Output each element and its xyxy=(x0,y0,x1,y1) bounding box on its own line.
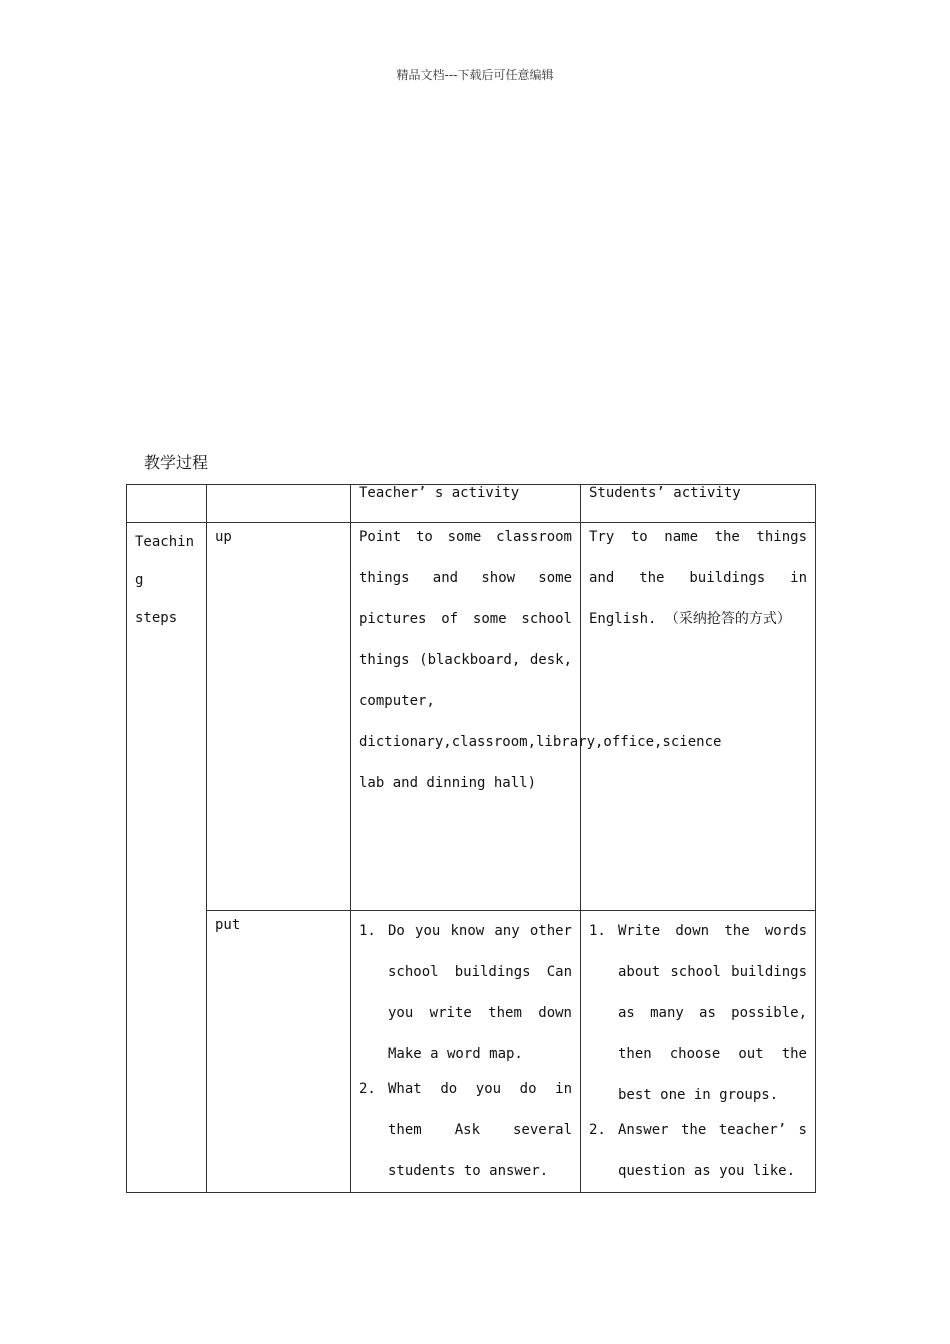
list-number: 2. xyxy=(359,1081,376,1097)
list-item xyxy=(359,1069,572,1192)
students-activity-cell xyxy=(581,523,816,911)
list-item xyxy=(589,911,807,1116)
stage-label: up xyxy=(215,529,232,545)
teacher-activity-text: Point to some classroom things and show some pictures of some school things (blackboard, desk, computer, dictionary,classroom,library,office,science lab and dinning hall) xyxy=(359,529,722,791)
side-label-line: g xyxy=(135,572,144,588)
list-item xyxy=(589,1110,807,1192)
header-cell-empty-1 xyxy=(127,485,207,523)
side-label-line: Teachin xyxy=(135,534,195,550)
students-steps-list xyxy=(589,911,807,1192)
list-text: Do you know any other school buildings Can you write them down Make a word map. xyxy=(388,923,572,1062)
list-item xyxy=(359,911,572,1075)
side-label-line: steps xyxy=(135,610,178,626)
stage-label: put xyxy=(215,917,241,933)
stage-cell xyxy=(207,911,351,1193)
teaching-steps-label xyxy=(127,523,207,1193)
stage-cell xyxy=(207,523,351,911)
table-row xyxy=(127,523,816,911)
teaching-steps-table xyxy=(126,484,816,1193)
list-text: What do you do in them Ask several students to answer. xyxy=(388,1081,572,1179)
page-header: 精品文档---下载后可任意编辑 xyxy=(396,68,554,82)
header-students-activity: Students’ activity xyxy=(581,485,816,523)
teacher-activity-cell xyxy=(351,911,581,1193)
list-number: 1. xyxy=(589,923,606,939)
list-text: Answer the teacher’ s question as you like. xyxy=(618,1122,807,1179)
students-activity-cell xyxy=(581,911,816,1193)
table-row xyxy=(127,911,816,1193)
section-title: 教学过程 xyxy=(144,453,209,472)
header-teacher-activity: Teacher’ s activity xyxy=(351,485,581,523)
list-number: 2. xyxy=(589,1122,606,1138)
list-number: 1. xyxy=(359,923,376,939)
students-activity-text: Try to name the things and the buildings in English. （采纳抢答的方式） xyxy=(589,529,807,627)
teacher-steps-list xyxy=(359,911,572,1192)
list-text: Write down the words about school buildings as many as possible, then choose out the best one in groups. xyxy=(618,923,807,1103)
